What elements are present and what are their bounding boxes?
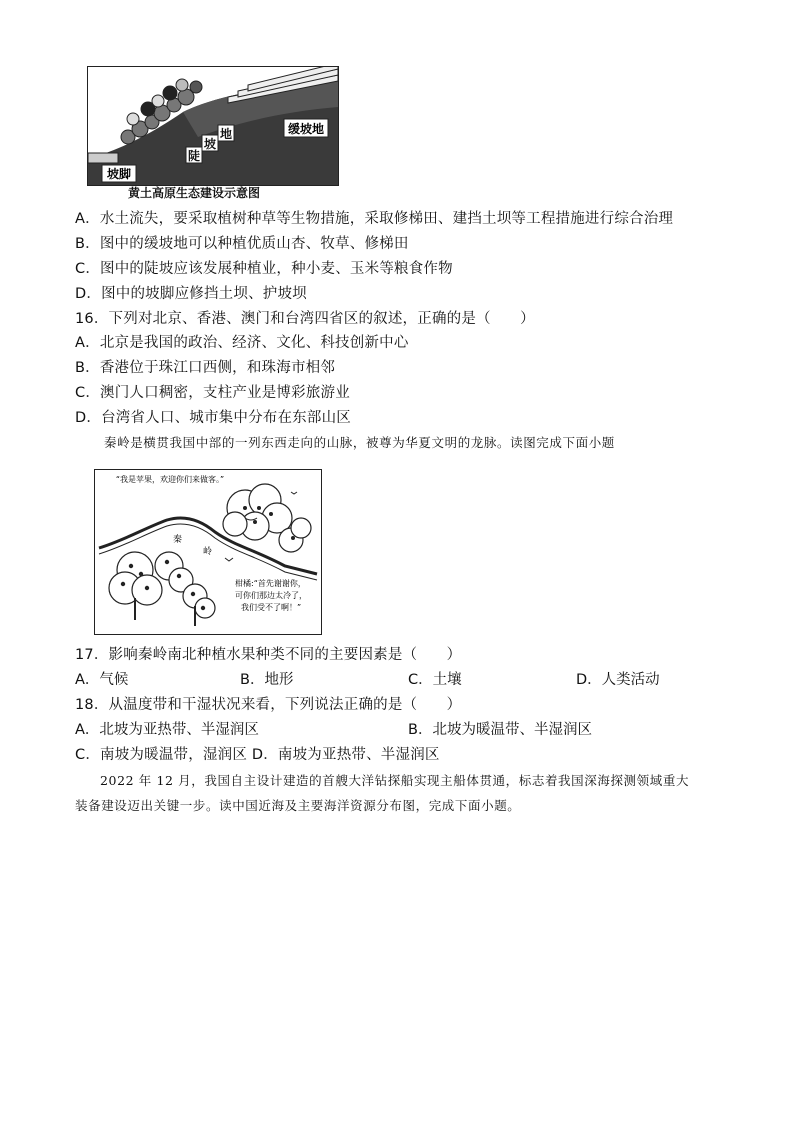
apple-speech: “我是苹果，欢迎你们来做客。” xyxy=(115,475,225,484)
mountain-label-qin: 秦 xyxy=(173,535,183,545)
q15-option-d: D．图中的坡脚应修挡土坝、护坡坝 xyxy=(75,286,307,302)
gentle-slope-label: 缓坡地 xyxy=(287,122,325,136)
mountain-label-ling: 岭 xyxy=(203,547,213,557)
slope-foot-label: 坡脚 xyxy=(106,167,132,181)
q18-option-cd: C．南坡为暖温带，湿润区 D．南坡为亚热带、半湿润区 xyxy=(75,747,440,763)
steep-slope-char-1: 陡 xyxy=(187,149,201,163)
q15-option-a: A．水土流失，要采取植树种草等生物措施，采取修梯田、建挡土坝等工程措施进行综合治理 xyxy=(75,211,674,227)
q17-option-b: B．地形 xyxy=(240,672,294,688)
orange-speech-3: 我们受不了啊！” xyxy=(241,603,302,612)
qinling-illustration xyxy=(95,470,321,634)
q16-option-d: D．台湾省人口、城市集中分布在东部山区 xyxy=(75,410,351,426)
loess-plateau-illustration xyxy=(88,67,338,185)
steep-slope-char-3: 地 xyxy=(219,127,233,141)
ocean-intro-line-1: 2022 年 12 月，我国自主设计建造的首艘大洋钻探船实现主船体贯通，标志着我国深海探测领域重大 xyxy=(100,773,690,788)
q17-option-a: A．气候 xyxy=(75,672,129,688)
loess-plateau-diagram xyxy=(87,66,339,186)
q16-stem: 16．下列对北京、香港、澳门和台湾四省区的叙述，正确的是（ ） xyxy=(75,311,535,327)
q18-option-b: B．北坡为暖温带、半湿润区 xyxy=(408,722,592,738)
q17-option-d: D．人类活动 xyxy=(576,672,660,688)
orange-speech-2: 可你们那边太冷了， xyxy=(235,591,307,600)
steep-slope-char-2: 坡 xyxy=(203,137,217,151)
q15-option-c: C．图中的陡坡应该发展种植业，种小麦、玉米等粮食作物 xyxy=(75,261,453,277)
q16-option-a: A．北京是我国的政治、经济、文化、科技创新中心 xyxy=(75,335,409,351)
q16-option-c: C．澳门人口稠密，支柱产业是博彩旅游业 xyxy=(75,385,350,401)
figure1-caption: 黄土高原生态建设示意图 xyxy=(128,186,261,200)
orange-speech-1: 柑橘:“首先谢谢你， xyxy=(235,579,306,588)
qinling-fruit-cartoon xyxy=(94,469,322,635)
q17-stem: 17．影响秦岭南北种植水果种类不同的主要因素是（ ） xyxy=(75,647,462,663)
q18-option-a: A．北坡为亚热带、半湿润区 xyxy=(75,722,259,738)
q18-stem: 18．从温度带和干湿状况来看，下列说法正确的是（ ） xyxy=(75,697,462,713)
q16-option-b: B．香港位于珠江口西侧，和珠海市相邻 xyxy=(75,360,336,376)
q15-option-b: B．图中的缓坡地可以种植优质山杏、牧草、修梯田 xyxy=(75,236,409,252)
q17-option-c: C．土壤 xyxy=(408,672,462,688)
ocean-intro-line-2: 装备建设迈出关键一步。读中国近海及主要海洋资源分布图，完成下面小题。 xyxy=(75,798,521,813)
qinling-intro: 秦岭是横贯我国中部的一列东西走向的山脉，被尊为华夏文明的龙脉。读图完成下面小题 xyxy=(104,435,615,450)
